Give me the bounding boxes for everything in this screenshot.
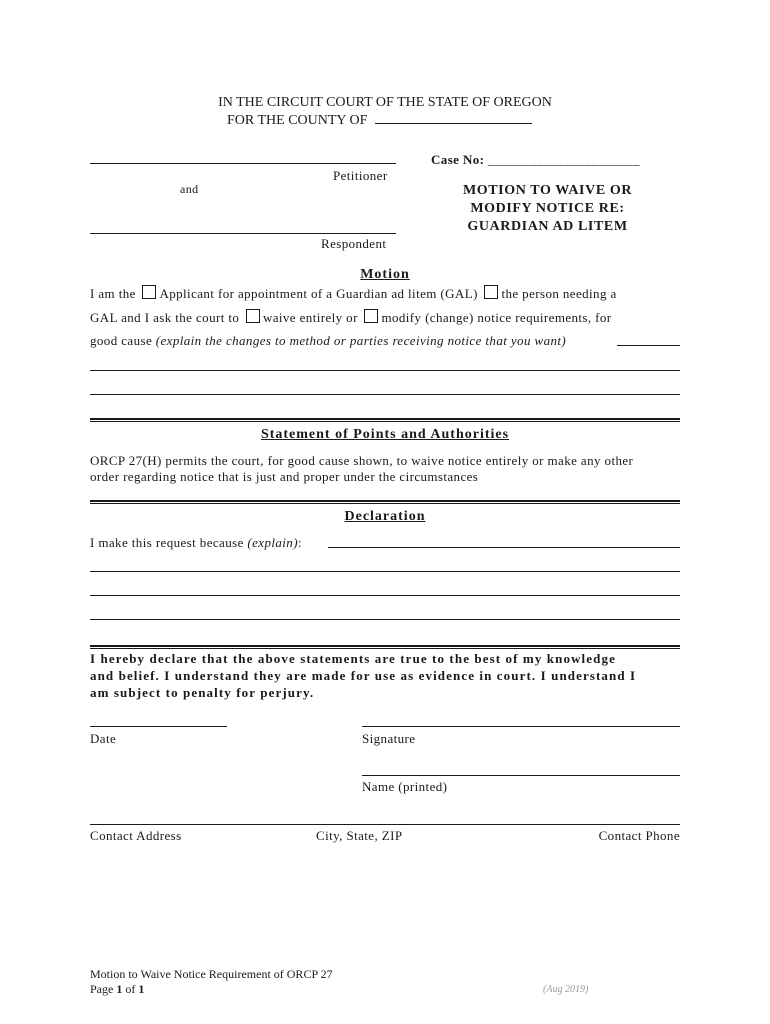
good-cause-line[interactable] — [90, 394, 680, 395]
good-cause-line[interactable] — [90, 370, 680, 371]
title-line-3: GUARDIAN AD LITEM — [467, 219, 628, 234]
date-field[interactable] — [90, 726, 227, 727]
request-field[interactable] — [328, 547, 680, 548]
person-needing-gal-checkbox[interactable] — [484, 285, 498, 299]
waive-entirely-checkbox[interactable] — [246, 309, 260, 323]
request-line-blank[interactable] — [90, 619, 680, 620]
page-of: of — [125, 982, 136, 996]
motion-text: modify (change) notice requirements, for — [381, 310, 612, 325]
county-field[interactable] — [375, 123, 532, 124]
contact-phone-label: Contact Phone — [598, 828, 680, 843]
page-number — [90, 982, 333, 997]
case-number-field[interactable]: ______________________ — [488, 152, 640, 167]
petitioner-label: Petitioner — [333, 168, 388, 183]
date-label: Date — [90, 731, 117, 746]
motion-instruction: (explain the changes to method or parties receiving notice that you want) — [155, 333, 567, 348]
printed-name-label: Name (printed) — [362, 779, 448, 794]
good-cause-field[interactable] — [617, 345, 680, 346]
case-number-label: Case No: — [431, 152, 485, 167]
page-prefix: Page — [90, 982, 114, 996]
document-title — [430, 182, 665, 236]
footer-form-title: Motion to Waive Notice Requirement of ORCP 27 — [90, 967, 333, 981]
declaration-heading: Declaration — [344, 509, 426, 524]
petitioner-field[interactable] — [90, 163, 396, 164]
case-number — [431, 152, 640, 168]
contact-address-label: Contact Address — [90, 828, 182, 843]
motion-text: GAL and I ask the court to — [90, 310, 240, 325]
points-heading: Statement of Points and Authorities — [260, 427, 510, 442]
oath-line-3: am subject to penalty for perjury. — [90, 685, 315, 700]
motion-line-1 — [90, 285, 617, 302]
declaration-oath — [90, 650, 636, 701]
request-instruction: (explain) — [247, 535, 298, 550]
motion-heading: Motion — [360, 267, 410, 282]
motion-text: Applicant for appointment of a Guardian ad litem (GAL) — [159, 286, 478, 301]
oath-line-1: I hereby declare that the above statements are true to the best of my knowledge — [90, 651, 616, 666]
revision-date: (Aug 2019) — [543, 984, 589, 995]
city-state-zip-label: City, State, ZIP — [316, 828, 403, 843]
printed-name-field[interactable] — [362, 775, 680, 776]
modify-notice-checkbox[interactable] — [364, 309, 378, 323]
request-line-blank[interactable] — [90, 595, 680, 596]
signature-field[interactable] — [362, 726, 680, 727]
oath-line-2: and belief. I understand they are made for use as evidence in court. I understand I — [90, 668, 637, 683]
request-text: I make this request because — [90, 535, 244, 550]
title-line-1: MOTION TO WAIVE OR — [462, 183, 633, 198]
page-current: 1 — [116, 982, 123, 996]
motion-text: I am the — [90, 286, 136, 301]
request-colon: : — [297, 535, 302, 550]
contact-field[interactable] — [90, 824, 680, 825]
request-line — [90, 535, 302, 551]
county-label-text: FOR THE COUNTY OF — [227, 113, 368, 128]
footer — [90, 967, 333, 997]
motion-line-3 — [90, 333, 566, 349]
page-total: 1 — [138, 982, 145, 996]
county-label — [227, 113, 532, 129]
respondent-field[interactable] — [90, 233, 396, 234]
request-line-blank[interactable] — [90, 571, 680, 572]
respondent-label: Respondent — [321, 236, 387, 251]
section-divider — [90, 418, 680, 422]
applicant-checkbox[interactable] — [142, 285, 156, 299]
motion-text: good cause — [90, 333, 153, 348]
section-divider — [90, 500, 680, 504]
and-label: and — [180, 182, 199, 196]
title-line-2: MODIFY NOTICE RE: — [470, 201, 625, 216]
court-title: IN THE CIRCUIT COURT OF THE STATE OF OREGON — [218, 95, 552, 110]
motion-text: waive entirely or — [262, 310, 358, 325]
motion-line-2 — [90, 309, 612, 326]
points-line-2: order regarding notice that is just and proper under the circumstances — [90, 469, 479, 484]
section-divider — [90, 645, 680, 649]
points-line-1: ORCP 27(H) permits the court, for good cause shown, to waive notice entirely or make any other — [90, 453, 634, 468]
signature-label: Signature — [362, 731, 416, 746]
motion-text: the person needing a — [501, 286, 617, 301]
